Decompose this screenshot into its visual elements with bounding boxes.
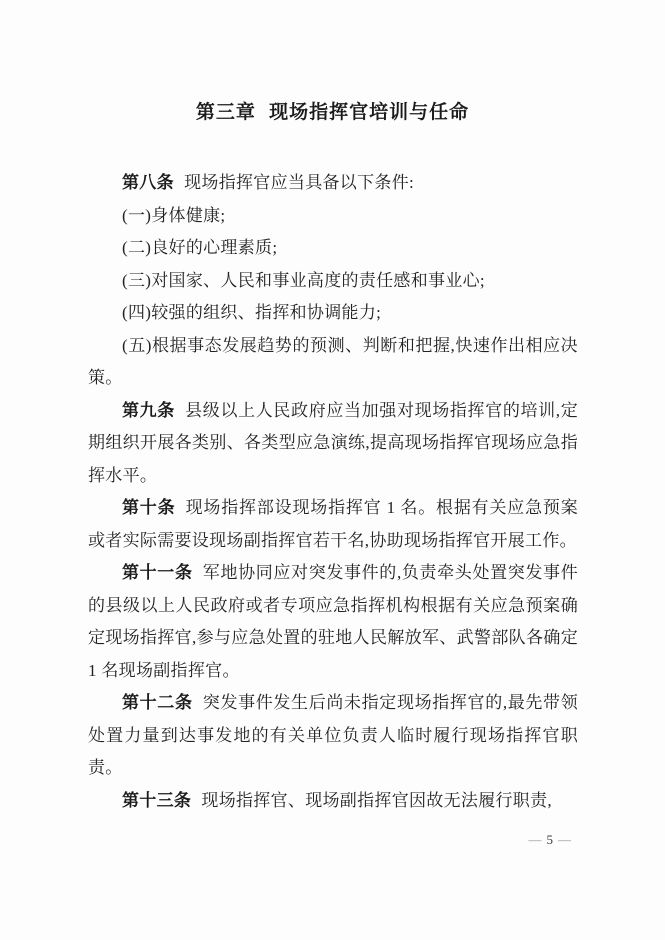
page-number-dash-right: —: [558, 832, 572, 847]
paragraph-text: 现场指挥官、现场副指挥官因故无法履行职责,: [201, 790, 552, 810]
page-number-value: 5: [546, 832, 554, 847]
paragraph-text: (四)较强的组织、指挥和协调能力;: [122, 303, 382, 322]
document-body: [88, 167, 578, 817]
paragraph-article-10: [88, 492, 578, 557]
article-number: 第十二条: [122, 693, 193, 712]
article-number: 第九条: [122, 400, 175, 420]
paragraph-article-11: [88, 557, 578, 687]
paragraph-article-13: [88, 785, 578, 818]
paragraph-text: 县级以上人民政府应当加强对现场指挥官的培训,定期组织开展各类别、各类型应急演练,提高现场指挥官现场应急指挥水平。: [88, 400, 578, 485]
article-number: 第十一条: [122, 563, 193, 582]
list-item-2: [88, 232, 578, 265]
list-item-5: [88, 330, 578, 395]
page-number-dash-left: —: [528, 832, 543, 847]
chapter-title: 现场指挥官培训与任命: [269, 102, 470, 123]
paragraph-article-8: [88, 167, 578, 200]
paragraph-text: 现场指挥官应当具备以下条件:: [184, 173, 415, 192]
paragraph-text: (三)对国家、人民和事业高度的责任感和事业心;: [122, 270, 485, 290]
paragraph-article-9: [88, 395, 578, 493]
list-item-1: [88, 200, 578, 233]
paragraph-text: 突发事件发生后尚未指定现场指挥官的,最先带领处置力量到达事发地的有关单位负责人临时履行现场指挥官职责。: [88, 693, 578, 777]
article-number: 第八条: [122, 173, 174, 192]
paragraph-text: 现场指挥部设现场指挥官 1 名。根据有关应急预案或者实际需要设现场副指挥官若干名,协助现场指挥官开展工作。: [88, 498, 579, 550]
chapter-number: 第三章: [195, 102, 256, 123]
page-number: [0, 832, 572, 848]
list-item-3: [88, 265, 578, 298]
paragraph-article-12: [88, 687, 578, 785]
paragraph-text: (五)根据事态发展趋势的预测、判断和把握,快速作出相应决策。: [88, 335, 578, 387]
chapter-heading: [0, 97, 665, 124]
paragraph-text: (二)良好的心理素质;: [122, 238, 278, 257]
paragraph-text: (一)身体健康;: [122, 205, 226, 225]
article-number: 第十三条: [122, 790, 192, 810]
list-item-4: [88, 297, 578, 330]
article-number: 第十条: [122, 498, 176, 517]
paragraph-text: 军地协同应对突发事件的,负责牵头处置突发事件的县级以上人民政府或者专项应急指挥机构根据有关应急预案确定现场指挥官,参与应急处置的驻地人民解放军、武警部队各确定 1 名现场副指挥官。: [88, 563, 578, 680]
